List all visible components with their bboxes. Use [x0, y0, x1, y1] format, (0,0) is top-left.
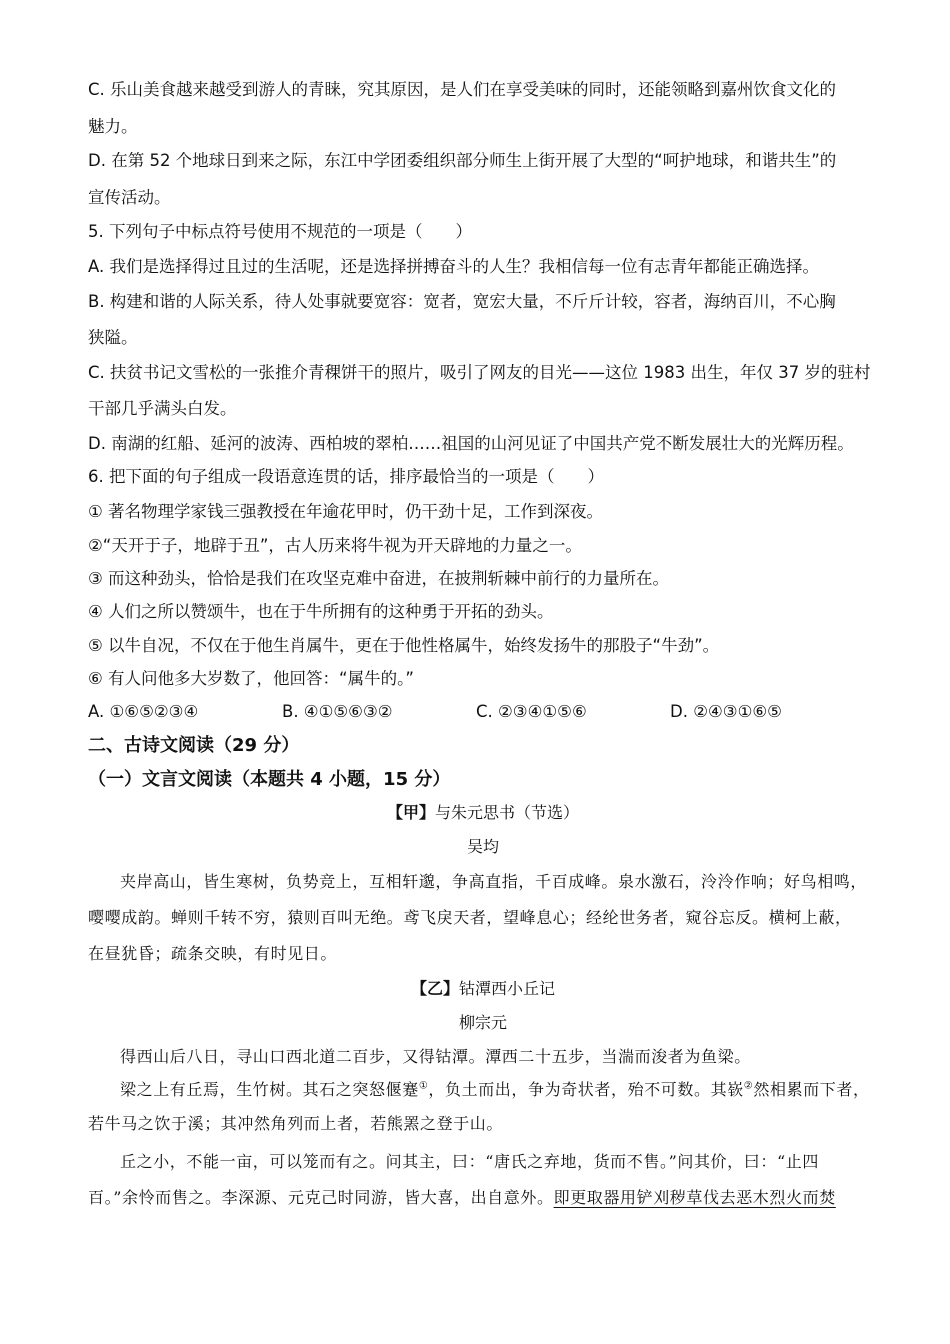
q5-stem: 5. 下列句子中标点符号使用不规范的一项是（ ）: [88, 222, 472, 241]
q6-option-a: A. ①⑥⑤②③④: [88, 702, 199, 721]
subsection-title: （一）文言文阅读（本题共 4 小题，15 分）: [88, 769, 451, 790]
q4-option-d-line1: D. 在第 52 个地球日到来之际，东江中学团委组织部分师生上街开展了大型的“呵护地球，和谐共生”的: [88, 151, 837, 170]
footnote-2-marker: ②: [743, 1080, 754, 1092]
q4-option-c-line1: C. 乐山美食越来越受到游人的青睐，究其原因，是人们在享受美味的同时，还能领略到嘉州饮食文化的: [88, 80, 837, 99]
footnote-1-marker: ①: [418, 1080, 429, 1092]
q6-sentence-3: ③ 而这种劲头，恰恰是我们在攻坚克难中奋进，在披荆斩棘中前行的力量所在。: [88, 569, 670, 588]
q6-option-d: D. ②④③①⑥⑤: [670, 702, 782, 721]
para3-text: 百。”余怜而售之。李深源、元克己时同游，皆大喜，出自意外。: [88, 1188, 554, 1207]
passage-yi-para2-line2: 若牛马之饮于溪；其冲然角列而上者，若熊罴之登于山。: [88, 1114, 504, 1133]
q6-sentence-1: ① 著名物理学家钱三强教授在年逾花甲时，仍干劲十足，工作到深夜。: [88, 502, 604, 521]
q6-sentence-6: ⑥ 有人问他多大岁数了，他回答：“属牛的。”: [88, 669, 414, 688]
q6-option-b: B. ④①⑤⑥③②: [282, 702, 393, 721]
q5-option-b-line1: B. 构建和谐的人际关系，待人处事就要宽容：宽者，宽宏大量，不斤斤计较，容者，海纳百川，不心胸: [88, 292, 836, 311]
q5-option-d: D. 南湖的红船、延河的波涛、西柏坡的翠柏……祖国的山河见证了中国共产党不断发展壮大的光辉历程。: [88, 434, 854, 453]
passage-jia-line3: 在昼犹昏；疏条交映，有时见日。: [88, 944, 338, 963]
q6-option-c: C. ②③④①⑤⑥: [476, 702, 587, 721]
passage-yi-para3-line1: 丘之小，不能一亩，可以笼而有之。问其主，曰：“唐氏之弃地，货而不售。”问其价，曰：“止四: [120, 1152, 819, 1171]
passage-yi-title: 钴潭西小丘记: [459, 979, 556, 998]
passage-yi-para2-line1: [88, 1079, 878, 1101]
q4-option-c-line2: 魅力。: [88, 117, 138, 136]
passage-jia-title: 与朱元思书（节选）: [435, 803, 580, 822]
q5-option-c-line2: 干部几乎满头白发。: [88, 399, 237, 418]
passage-jia-author: 吴均: [466, 837, 499, 856]
q6-sentence-5: ⑤ 以牛自况，不仅在于他生肖属牛，更在于他性格属牛，始终发扬牛的那股子“牛劲”。: [88, 636, 720, 655]
passage-jia-line2: 嘤嘤成韵。蝉则千转不穷，猿则百叫无绝。鸢飞戾天者，望峰息心；经纶世务者，窥谷忘反。横柯上蔽，: [88, 908, 852, 927]
passage-jia-tag: 【甲】: [386, 803, 435, 822]
q4-option-d-line2: 宣传活动。: [88, 188, 171, 207]
passage-yi-author: 柳宗元: [458, 1013, 507, 1032]
q6-sentence-4: ④ 人们之所以赞颂牛，也在于牛所拥有的这种勇于开拓的劲头。: [88, 602, 554, 621]
passage-jia-heading: [88, 802, 878, 824]
q6-sentence-2: ②“天开于子，地辟于丑”，古人历来将牛视为开天辟地的力量之一。: [88, 536, 582, 555]
q5-option-b-line2: 狭隘。: [88, 328, 138, 347]
passage-jia-line1: 夹岸高山，皆生寒树，负势竞上，互相轩邈，争高直指，千百成峰。泉水激石，泠泠作响；好鸟相鸣，: [120, 872, 868, 891]
passage-yi-para3-line2: [88, 1187, 878, 1209]
section-title: 二、古诗文阅读（29 分）: [88, 735, 300, 756]
passage-yi-para1: 得西山后八日，寻山口西北道二百步，又得钴潭。潭西二十五步，当湍而浚者为鱼梁。: [120, 1047, 751, 1066]
passage-yi-tag: 【乙】: [410, 979, 459, 998]
passage-yi-heading: [88, 978, 878, 1000]
q6-stem: 6. 把下面的句子组成一段语意连贯的话，排序最恰当的一项是（ ）: [88, 467, 604, 486]
para2-text-a: 梁之上有丘焉，生竹树。其石之突怒偃蹇: [120, 1080, 419, 1099]
para3-underlined-sentence: 即更取器用铲刈秽草伐去恶木烈火而焚: [553, 1188, 836, 1207]
q5-option-c-line1: C. 扶贫书记文雪松的一张推介青稞饼干的照片，吸引了网友的目光——这位 1983 出生，年仅 37 岁的驻村: [88, 363, 871, 382]
para2-text-c: 然相累而下者，: [753, 1080, 870, 1099]
q5-option-a: A. 我们是选择得过且过的生活呢，还是选择拼搏奋斗的人生？我相信每一位有志青年都能正确选择。: [88, 257, 819, 276]
para2-text-b: ，负土而出，争为奇状者，殆不可数。其嵚: [428, 1080, 744, 1099]
